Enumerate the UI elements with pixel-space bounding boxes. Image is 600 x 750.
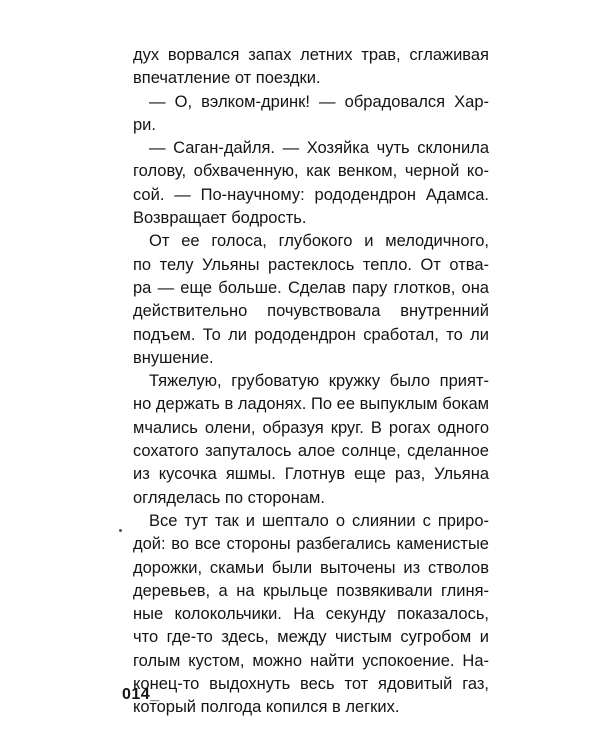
text-line: ра — еще больше. Сделав пару глотков, она: [133, 278, 489, 297]
text-line: подъем. То ли рододендрон сработал, то ли: [133, 325, 489, 344]
paragraph: [133, 44, 489, 91]
text-line: внушение.: [133, 348, 214, 367]
text-line: дой: во все стороны разбегались каменистые: [133, 535, 489, 554]
text-line: — О, вэлком-дринк! — обрадовался Хар-: [149, 92, 489, 111]
page-number: 014_: [122, 686, 160, 703]
paragraph: [133, 91, 489, 138]
text-line: действительно почувствовала внутренний: [133, 302, 489, 321]
print-speck: [119, 529, 122, 532]
text-line: дух ворвался запах летних трав, сглаживая: [133, 46, 489, 64]
text-line: мчались олени, образуя круг. В рогах одного: [133, 418, 489, 437]
text-line: деревьев, а на крыльце позвякивали глиня-: [133, 581, 489, 600]
text-line: по телу Ульяны растеклось тепло. От отва-: [133, 255, 489, 274]
text-line: От ее голоса, глубокого и мелодичного,: [149, 232, 489, 251]
text-line: из кусочка яшмы. Глотнув еще раз, Ульяна: [133, 465, 489, 484]
paragraph: [133, 510, 489, 720]
text-line: Возвращает бодрость.: [133, 209, 307, 228]
text-line: ные колокольчики. На секунду показалось,: [133, 605, 489, 624]
text-line: Все тут так и шептало о слиянии с приро-: [149, 511, 489, 530]
paragraph: [133, 137, 489, 230]
text-line: огляделась по сторонам.: [133, 488, 325, 507]
text-line: — Саган-дайля. — Хозяйка чуть склонила: [149, 139, 489, 158]
paragraph: [133, 370, 489, 510]
text-line: что где-то здесь, между чистым сугробом и: [133, 628, 489, 647]
text-line: ри.: [133, 115, 156, 134]
text-line: Тяжелую, грубоватую кружку было прият-: [149, 372, 489, 391]
text-line: сой. — По-научному: рододендрон Адамса.: [133, 185, 489, 204]
text-line: дорожки, скамьи были выточены из стволов: [133, 558, 489, 577]
text-line: который полгода копился в легких.: [133, 698, 400, 717]
text-column: [133, 44, 489, 720]
text-line: голым кустом, можно найти успокоение. На-: [133, 651, 489, 670]
text-line: но держать в ладонях. По ее выпуклым бокам: [133, 395, 489, 414]
text-line: голову, обхваченную, как венком, черной ко-: [133, 162, 489, 181]
text-line: впечатление от поездки.: [133, 69, 321, 88]
text-line: сохатого запуталось алое солнце, сделанное: [133, 442, 489, 461]
paragraph: [133, 230, 489, 370]
text-line: конец-то выдохнуть весь тот ядовитый газ,: [133, 675, 489, 694]
